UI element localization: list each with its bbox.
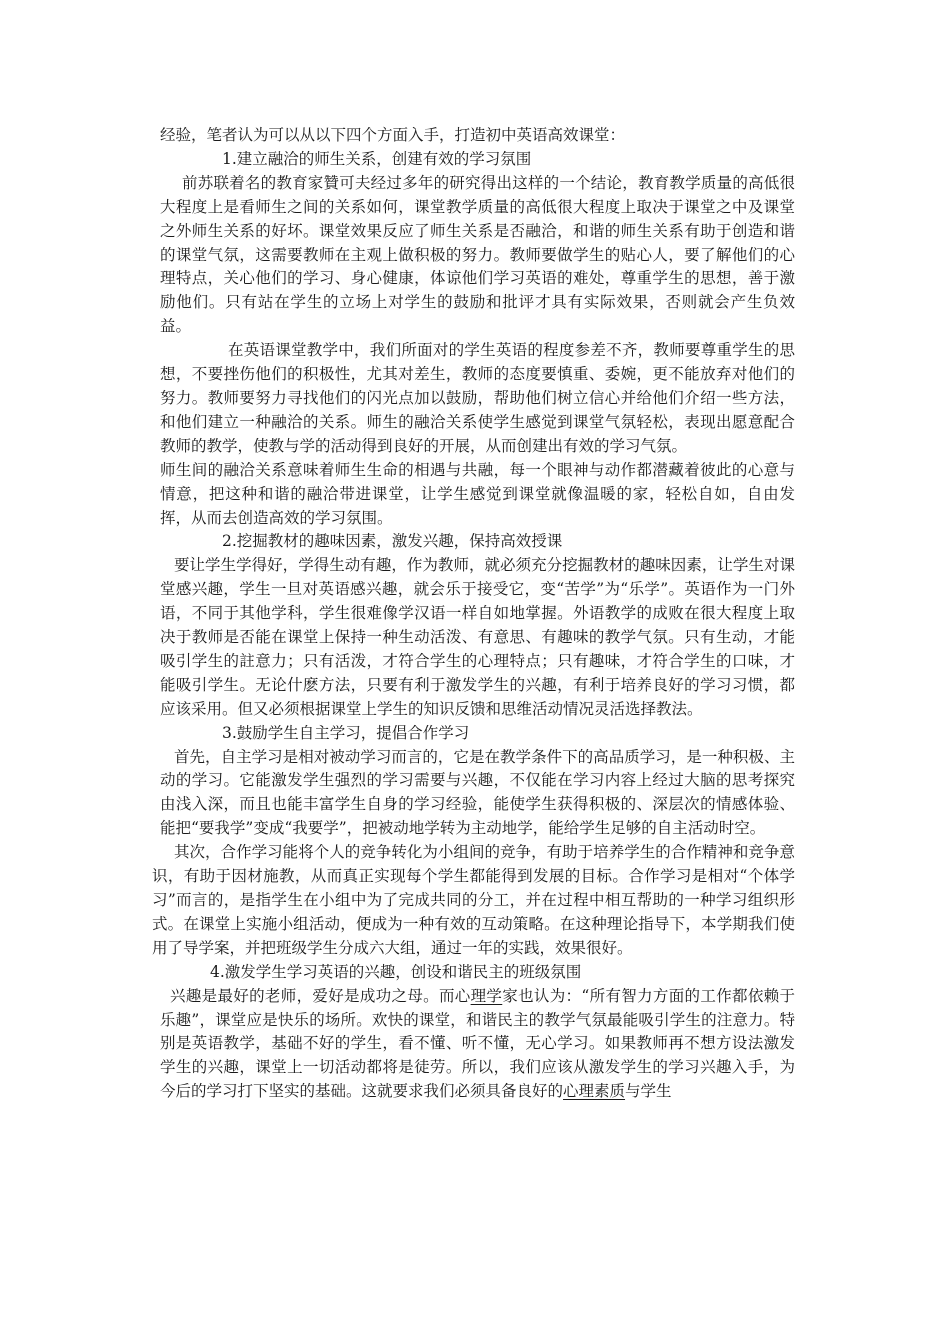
section-4-text-middle: 家也认为：“所有智力方面的工作都依赖于乐趣”，课堂应是快乐的场所。欢快的课堂，和谐民主的教学气氛最能吸引学生的注意力。特别是英语教学，基础不好的学生，看不懂、听不懂，无心学习。如果教师再不想方设法激发学生的兴趣，课堂上一切活动都将是徒劳。所以，我们应该从激发学生的学习兴趣入手，为今后的学习打下坚实的基础。这就要求我们必须具备良好的 xyxy=(160,986,795,1101)
section-1-paragraph-2: 在英语课堂教学中，我们所面对的学生英语的程度参差不齐，教师要尊重学生的思想，不要挫伤他们的积极性，尤其对差生，教师的态度要慎重、委婉，更不能放弃对他们的努力。教师要努力寻找他们的闪光点加以鼓励，帮助他们树立信心并给他们介绍一些方法，和他们建立一种融洽的关系。师生的融洽关系使学生感觉到课堂气氛轻松，表现出愿意配合教师的教学，使教与学的活动得到良好的开展，从而创建出有效的学习气氛。 xyxy=(160,341,795,455)
section-2-paragraph-1: 要让学生学得好，学得生动有趣，作为教师，就必须充分挖掘教材的趣味因素，让学生对课堂感兴趣，学生一旦对英语感兴趣，就会乐于接受它，变“苦学”为“乐学”。英语作为一门外语，不同于其他学科，学生很难像学汉语一样自如地掌握。外语教学的成败在很大程度上取决于教师是否能在课堂上保持一种生动活泼、有意思、有趣味的教学气氛。只有生动，才能吸引学生的註意力；只有活泼，才符合学生的心理特点；只有趣味，才符合学生的口味，才能吸引学生。无论什麽方法，只要有利于激发学生的兴趣，有利于培养良好的学习习惯，都应该采用。但又必须根据课堂上学生的知识反馈和思维活动情况灵活选择教法。 xyxy=(160,556,795,718)
section-1-paragraph-3: 师生间的融洽关系意味着师生生命的相遇与共融，每一个眼神与动作都潜藏着彼此的心意与情意，把这种和谐的融洽带进课堂，让学生感觉到课堂就像温暖的家，轻松自如，自由发挥，从而去创造高效的学习氛围。 xyxy=(160,460,795,527)
section-2-heading: 2.挖掘教材的趣味因素，激发兴趣，保持高效授课 xyxy=(222,532,563,551)
section-3-heading: 3.鼓励学生自主学习，提倡合作学习 xyxy=(222,723,470,742)
intro-paragraph: 经验，笔者认为可以从以下四个方面入手，打造初中英语高效课堂： xyxy=(160,126,626,144)
section-4-text-before: 兴趣是最好的老师，爱好是成功之母。而心 xyxy=(170,986,471,1005)
section-4-text-after: 与学生 xyxy=(625,1082,672,1101)
section-4-heading: 4.激发学生学习英语的兴趣，创设和谐民主的班级氛围 xyxy=(210,962,582,981)
section-1-heading: 1.建立融洽的师生关系，创建有效的学习氛围 xyxy=(222,149,532,168)
section-1-paragraph-1: 前苏联着名的教育家贊可夫经过多年的研究得出这样的一个结论，教育教学质量的高低很大程度上是看师生之间的关系如何，课堂教学质量的高低很大程度上取决于课堂之中及课堂之外师生关系的好坏。课堂效果反应了师生关系是否融洽，和谐的师生关系有助于创造和谐的课堂气氛，这需要教师在主观上做积极的努力。教师要做学生的贴心人，要了解他们的心理特点，关心他们的学习、身心健康，体谅他们学习英语的难处，尊重学生的思想，善于激励他们。只有站在学生的立场上对学生的鼓励和批评才具有实际效果，否则就会产生负效益。 xyxy=(160,173,795,336)
document-body xyxy=(152,124,795,1104)
section-3-paragraph-1: 首先，自主学习是相对被动学习而言的，它是在教学条件下的高品质学习，是一种积极、主动的学习。它能激发学生强烈的学习需要与兴趣，不仅能在学习内容上经过大脑的思考探究由浅入深，而且也能丰富学生自身的学习经验，能使学生获得积极的、深层次的情感体验、能把“要我学”变成“我要学”，把被动地学转为主动地学，能给学生足够的自主活动时空。 xyxy=(160,747,795,838)
section-3-paragraph-2: 其次，合作学习能将个人的竞争转化为小组间的竞争，有助于培养学生的合作精神和竞争意识，有助于因材施教，从而真正实现每个学生都能得到发展的目标。合作学习是相对“个体学习”而言的，是指学生在小组中为了完成共同的分工，并在过程中相互帮助的一种学习组织形式。在课堂上实施小组活动，便成为一种有效的互动策略。在这种理论指导下，本学期我们使用了导学案，并把班级学生分成六大组，通过一年的实践，效果很好。 xyxy=(152,843,795,957)
psychological-quality-link[interactable]: 心理素质 xyxy=(563,1082,626,1101)
section-4-paragraph-1 xyxy=(160,985,795,1105)
psychology-link[interactable]: 理学 xyxy=(470,986,503,1005)
